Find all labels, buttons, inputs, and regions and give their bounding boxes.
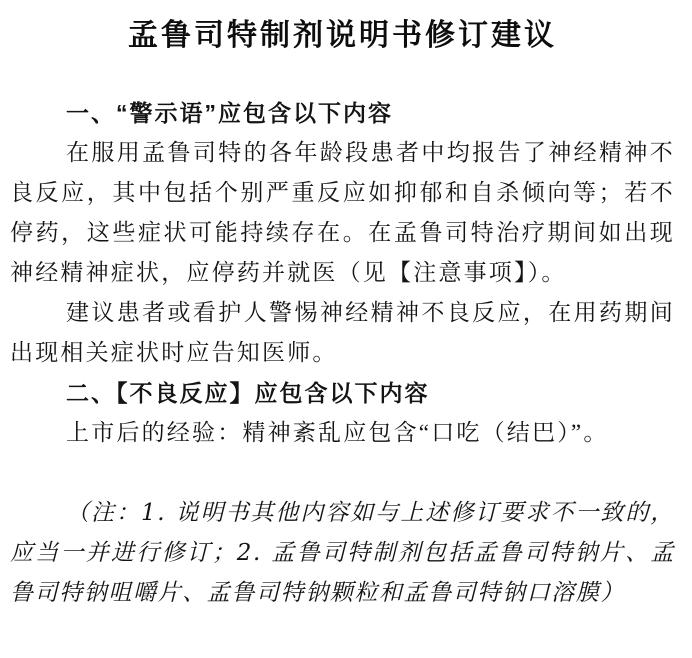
section-1-heading: 一、“警示语”应包含以下内容 [66,100,393,126]
section-1-paragraph-1: 在服用孟鲁司特的各年龄段患者中均报告了神经精神不良反应，其中包括个别严重反应如抑郁和自杀倾向等；若不停药，这些症状可能持续存在。在孟鲁司特治疗期间如出现神经精神症状，应停药并就医（见【注意事项】）。 [10,140,675,285]
document-footnote: （注：1. 说明书其他内容如与上述修订要求不一致的，应当一并进行修订；2. 孟鲁司特制剂包括孟鲁司特钠片、孟鲁司特钠咀嚼片、孟鲁司特钠颗粒和孟鲁司特钠口溶膜） [10,500,675,606]
section-2-heading: 二、【不良反应】应包含以下内容 [66,380,430,406]
section-1-paragraph-2: 建议患者或看护人警惕神经精神不良反应，在用药期间出现相关症状时应告知医师。 [10,300,675,365]
document-body [10,93,675,613]
section-2-paragraph-1: 上市后的经验：精神紊乱应包含“口吃（结巴）”。 [66,420,609,445]
document-title: 孟鲁司特制剂说明书修订建议 [128,19,557,52]
